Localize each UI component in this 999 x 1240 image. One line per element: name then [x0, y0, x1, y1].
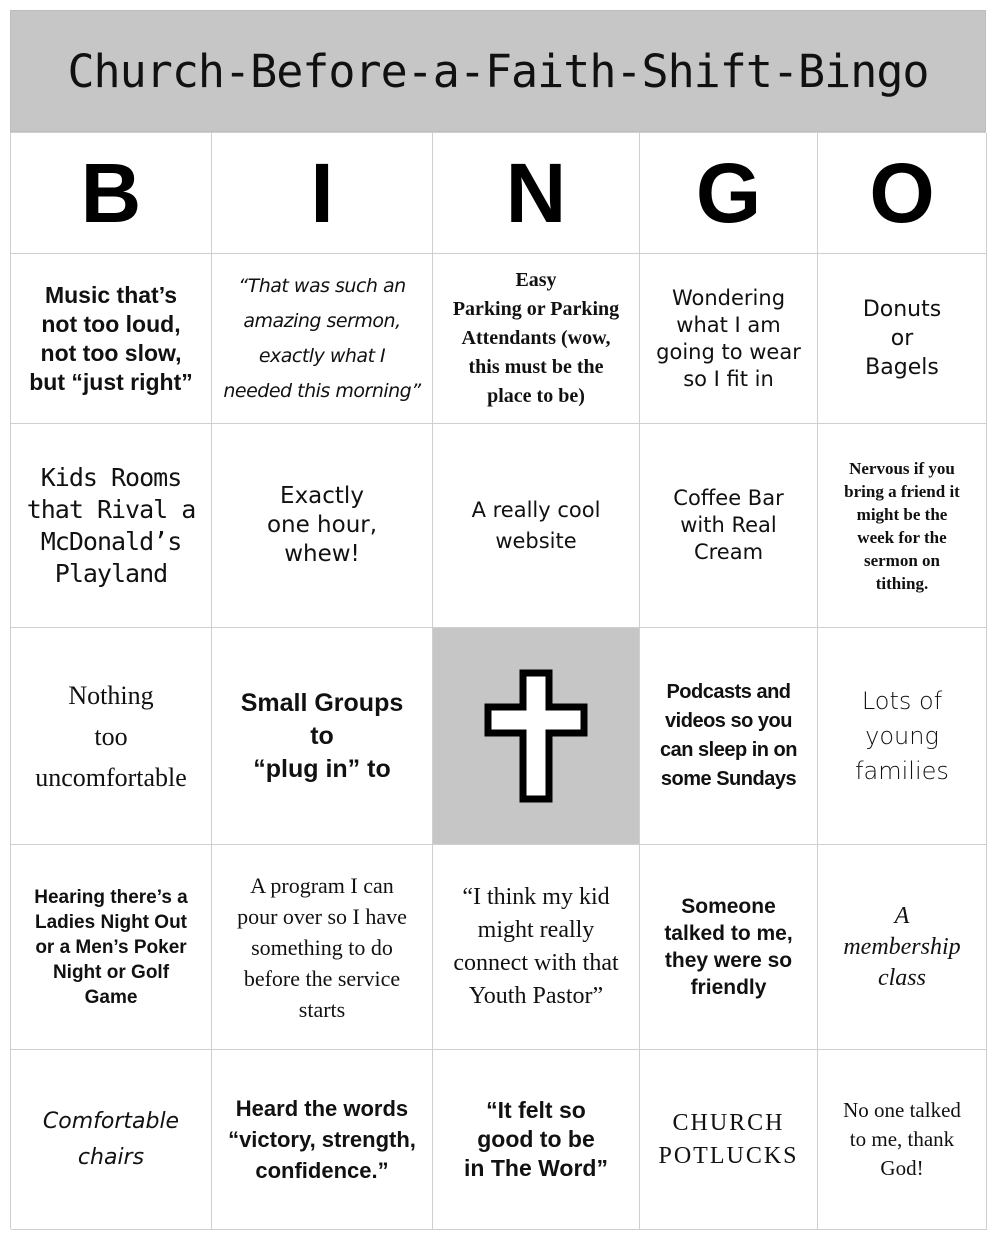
bingo-square-i5[interactable]: Heard the words “victory, strength, confidence.” [212, 1050, 433, 1230]
bingo-square-o3[interactable]: Lots of young families [818, 628, 987, 845]
bingo-square-o4[interactable]: A membership class [818, 845, 987, 1050]
bingo-square-n1[interactable]: Easy Parking or Parking Attendants (wow, this must be the place to be) [433, 254, 640, 424]
header-letter-n: N [433, 133, 640, 254]
header-letter-g: G [640, 133, 818, 254]
header-letter-o: O [818, 133, 987, 254]
bingo-square-g4[interactable]: Someone talked to me, they were so friendly [640, 845, 818, 1050]
header-letter-i: I [212, 133, 433, 254]
bingo-square-g5[interactable]: CHURCH POTLUCKS [640, 1050, 818, 1230]
bingo-square-b5[interactable]: Comfortable chairs [11, 1050, 212, 1230]
bingo-square-b3[interactable]: Nothing too uncomfortable [11, 628, 212, 845]
bingo-square-i3[interactable]: Small Groups to “plug in” to [212, 628, 433, 845]
bingo-square-i4[interactable]: A program I can pour over so I have something to do before the service starts [212, 845, 433, 1050]
bingo-square-o2[interactable]: Nervous if you bring a friend it might be the week for the sermon on tithing. [818, 424, 987, 628]
bingo-square-n5[interactable]: “It felt so good to be in The Word” [433, 1050, 640, 1230]
bingo-square-o5[interactable]: No one talked to me, thank God! [818, 1050, 987, 1230]
bingo-square-i2[interactable]: Exactly one hour, whew! [212, 424, 433, 628]
bingo-square-b2[interactable]: Kids Rooms that Rival a McDonald’s Playland [11, 424, 212, 628]
bingo-square-n2[interactable]: A really cool website [433, 424, 640, 628]
bingo-square-g2[interactable]: Coffee Bar with Real Cream [640, 424, 818, 628]
bingo-square-i1[interactable]: “That was such an amazing sermon, exactly what I needed this morning” [212, 254, 433, 424]
bingo-square-b1[interactable]: Music that’s not too loud, not too slow, but “just right” [11, 254, 212, 424]
bingo-square-n4[interactable]: “I think my kid might really connect with that Youth Pastor” [433, 845, 640, 1050]
free-space[interactable] [433, 628, 640, 845]
bingo-square-b4[interactable]: Hearing there’s a Ladies Night Out or a Men’s Poker Night or Golf Game [11, 845, 212, 1050]
bingo-square-o1[interactable]: Donuts or Bagels [818, 254, 987, 424]
cross-icon [484, 669, 588, 803]
bingo-grid [10, 132, 986, 1229]
card-title-bar [10, 10, 986, 132]
bingo-square-g1[interactable]: Wondering what I am going to wear so I fit in [640, 254, 818, 424]
bingo-square-g3[interactable]: Podcasts and videos so you can sleep in on some Sundays [640, 628, 818, 845]
card-title: Church-Before-a-Faith-Shift-Bingo [67, 44, 929, 98]
header-letter-b: B [11, 133, 212, 254]
